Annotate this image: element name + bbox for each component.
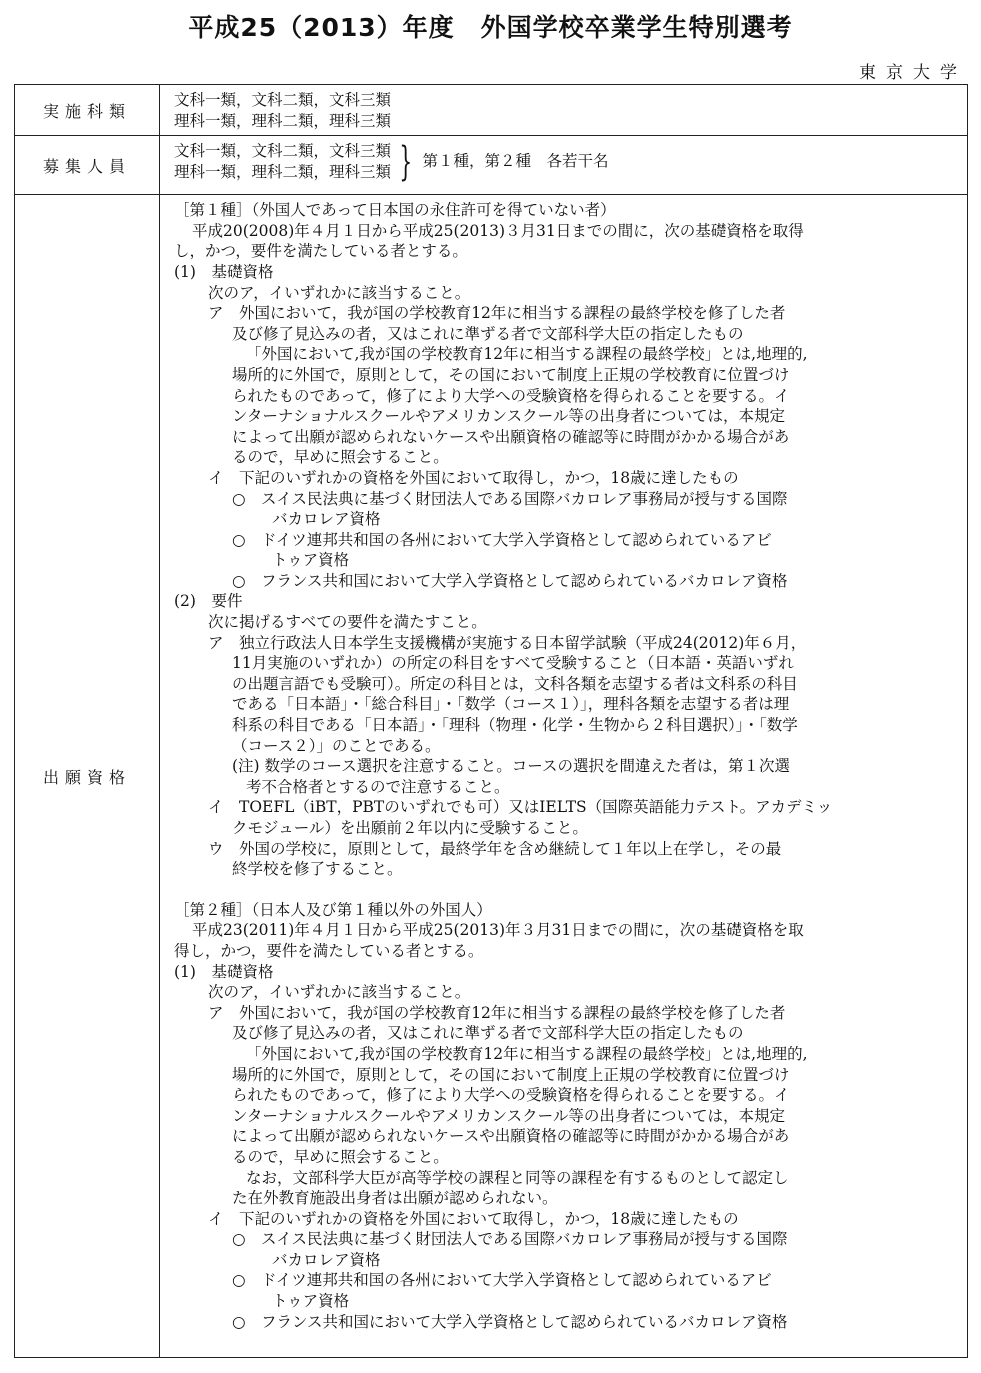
type2-a-note: るので，早めに照会すること。 — [232, 1147, 449, 1166]
type1-i-line: イ 下記のいずれかの資格を外国において取得し，かつ，18歳に達したもの — [208, 468, 739, 487]
type1-r-a: ア 独立行政法人日本学生支援機構が実施する日本留学試験（平成24(2012)年６月， — [208, 633, 807, 652]
type2-s1-lead: 次のア，イいずれかに該当すること。 — [208, 983, 471, 1002]
type1-intro: 平成20(2008)年４月１日から平成25(2013)３月31日までの間に，次の基礎資格を取得 — [192, 221, 804, 240]
type2-a-note: られたものであって，修了により大学への受験資格を得られることを要する。イ — [232, 1086, 790, 1105]
type1-a-note: によって出願が認められないケースや出願資格の確認等に時間がかかる場合があ — [232, 427, 790, 446]
recruit-line: 文科一類，文科二類，文科三類 — [174, 142, 392, 161]
type1-circle: ○ ドイツ連邦共和国の各州において大学入学資格として認められているアビ — [232, 530, 772, 549]
type2-circle: バカロレア資格 — [272, 1250, 381, 1269]
type1-s2-lead: 次に掲げるすべての要件を満たすこと。 — [208, 613, 487, 632]
type1-a-line: 及び修了見込みの者，又はこれに準ずる者で文部科学大臣の指定したもの — [232, 324, 744, 343]
type1-s1-title: (1) 基礎資格 — [174, 262, 274, 281]
type1-s2-title: (2) 要件 — [174, 592, 243, 611]
type2-heading: ［第２種］（日本人及び第１種以外の外国人） — [174, 900, 492, 919]
type1-a-note: 「外国において,我が国の学校教育12年に相当する課程の最終学校」とは,地理的, — [246, 345, 808, 364]
type1-a-line: ア 外国において，我が国の学校教育12年に相当する課程の最終学校を修了した者 — [208, 304, 786, 323]
type1-r-a: 11月実施のいずれか）の所定の科目をすべて受験すること（日本語・英語いずれ — [232, 654, 794, 673]
type1-r-a: の出題言語でも受験可）。所定の科目とは，文科各類を志望する者は文科系の科目 — [232, 674, 798, 693]
recruit-content — [160, 136, 967, 186]
type1-r-u: ウ 外国の学校に，原則として，最終学年を含め継続して１年以上在学し，その最 — [208, 839, 782, 858]
type1-r-a: である「日本語」・「総合科目」・「数学（コース１）」，理科各類を志望する者は理 — [232, 695, 790, 714]
type1-heading: ［第１種］（外国人であって日本国の永住許可を得ていない者） — [174, 201, 616, 220]
row-recruit — [15, 136, 968, 195]
course-content — [160, 85, 967, 135]
type1-circle: ○ フランス共和国において大学入学資格として認められているバカロレア資格 — [232, 571, 788, 590]
type2-intro: 平成23(2011)年４月１日から平成25(2013)年３月31日までの間に，次の基礎資格を取 — [192, 921, 804, 940]
type2-intro: 得し，かつ，要件を満たしている者とする。 — [174, 941, 484, 960]
row-qualification — [15, 195, 968, 1358]
label-qualification: 出願資格 — [15, 195, 160, 1358]
type1-r-note: 考不合格者とするので注意すること。 — [246, 777, 510, 796]
type1-r-i: クモジュール）を出願前２年以内に受験すること。 — [232, 819, 588, 837]
type2-circle: トゥア資格 — [272, 1292, 350, 1311]
type2-a-note2: なお，文部科学大臣が高等学校の課程と同等の課程を有するものとして認定し — [246, 1168, 789, 1187]
type2-a-line: 及び修了見込みの者，又はこれに準ずる者で文部科学大臣の指定したもの — [232, 1024, 744, 1043]
type2-a-note: によって出願が認められないケースや出願資格の確認等に時間がかかる場合があ — [232, 1127, 790, 1146]
type1-r-a: 科系の科目である「日本語」・「理科（物理・化学・生物から２科目選択）」・「数学 — [232, 716, 798, 735]
type2-circle: ○ ドイツ連邦共和国の各州において大学入学資格として認められているアビ — [232, 1271, 772, 1290]
type1-a-note: ンターナショナルスクールやアメリカンスクール等の出身者については，本規定 — [232, 407, 786, 426]
qualification-content — [160, 195, 967, 1336]
brace: } — [399, 138, 413, 185]
course-line: 文科一類，文科二類，文科三類 — [174, 91, 392, 109]
course-line: 理科一類，理科二類，理科三類 — [174, 111, 392, 130]
type1-circle: バカロレア資格 — [272, 510, 381, 529]
admission-table — [14, 84, 968, 1358]
label-course: 実施科類 — [15, 85, 160, 136]
type2-a-note: 場所的に外国で，原則として，その国において制度上正規の学校教育に位置づけ — [232, 1065, 790, 1084]
type2-circle: ○ スイス民法典に基づく財団法人である国際バカロレア事務局が授与する国際 — [232, 1230, 788, 1249]
type1-s1-lead: 次のア，イいずれかに該当すること。 — [208, 283, 471, 302]
type1-circle: トゥア資格 — [272, 551, 350, 570]
type2-a-note: ンターナショナルスクールやアメリカンスクール等の出身者については，本規定 — [232, 1106, 786, 1125]
type2-a-note: 「外国において,我が国の学校教育12年に相当する課程の最終学校」とは,地理的, — [246, 1044, 808, 1063]
university-name: 東京大学 — [859, 63, 967, 83]
type1-circle: ○ スイス民法典に基づく財団法人である国際バカロレア事務局が授与する国際 — [232, 489, 788, 508]
type1-intro: し，かつ，要件を満たしている者とする。 — [174, 242, 468, 261]
row-course — [15, 85, 968, 136]
type1-a-note: るので，早めに照会すること。 — [232, 448, 449, 467]
recruit-line: 理科一類，理科二類，理科三類 — [174, 162, 392, 181]
type2-circle: ○ フランス共和国において大学入学資格として認められているバカロレア資格 — [232, 1312, 788, 1331]
page-title: 平成25（2013）年度 外国学校卒業学生特別選考 — [188, 13, 793, 42]
type2-a-line: ア 外国において，我が国の学校教育12年に相当する課程の最終学校を修了した者 — [208, 1003, 786, 1022]
type1-r-note: (注) 数学のコース選択を注意すること。コースの選択を間違えた者は，第１次選 — [232, 757, 790, 776]
type2-a-note2: た在外教育施設出身者は出願が認められない。 — [232, 1189, 558, 1208]
type1-r-i: イ TOEFL（iBT，PBTのいずれでも可）又はIELTS（国際英語能力テスト。アカデミッ — [208, 798, 833, 817]
type1-a-note: られたものであって，修了により大学への受験資格を得られることを要する。イ — [232, 386, 790, 405]
recruit-note: 第１種，第２種 各若干名 — [422, 152, 609, 171]
type1-r-u: 終学校を修了すること。 — [232, 860, 403, 879]
type1-a-note: 場所的に外国で，原則として，その国において制度上正規の学校教育に位置づけ — [232, 365, 790, 384]
label-recruit: 募集人員 — [15, 136, 160, 195]
type2-i-line: イ 下記のいずれかの資格を外国において取得し，かつ，18歳に達したもの — [208, 1209, 739, 1228]
type1-r-a: （コース２）」のことである。 — [232, 736, 441, 755]
type2-s1-title: (1) 基礎資格 — [174, 962, 274, 981]
